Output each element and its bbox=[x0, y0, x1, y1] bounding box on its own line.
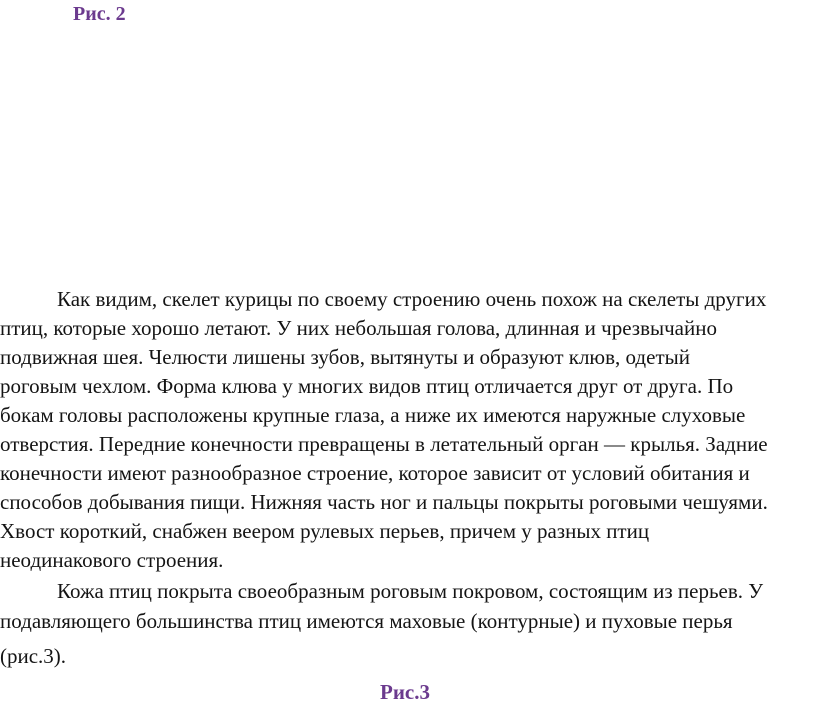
text-line: Хвост короткий, снабжен веером рулевых перьев, причем у разных птиц bbox=[0, 519, 650, 543]
text-line: неодинакового строения. bbox=[0, 548, 224, 572]
text-line: Как видим, скелет курицы по своему строению очень похож на скелеты других bbox=[57, 287, 767, 311]
text-line: конечности имеют разнообразное строение, которое зависит от условий обитания и bbox=[0, 461, 750, 485]
text-line: (рис.3). bbox=[0, 644, 67, 668]
figure-2-image-area bbox=[0, 36, 816, 276]
text-line: роговым чехлом. Форма клюва у многих видов птиц отличается друг от друга. По bbox=[0, 374, 734, 398]
figure-2-caption: Рис. 2 bbox=[73, 3, 126, 25]
text-line: птиц, которые хорошо летают. У них небольшая голова, длинная и чрезвычайно bbox=[0, 316, 717, 340]
text-line: способов добывания пищи. Нижняя часть ног и пальцы покрыты роговыми чешуями. bbox=[0, 490, 768, 514]
figure-3-caption: Рис.3 bbox=[380, 680, 430, 704]
text-line: отверстия. Передние конечности превращены в летательный орган — крылья. Задние bbox=[0, 432, 768, 456]
text-line: бокам головы расположены крупные глаза, а ниже их имеются наружные слуховые bbox=[0, 403, 746, 427]
text-line: подавляющего большинства птиц имеются маховые (контурные) и пуховые перья bbox=[0, 609, 733, 633]
text-line: Кожа птиц покрыта своеобразным роговым покровом, состоящим из перьев. У bbox=[57, 579, 764, 603]
text-line: подвижная шея. Челюсти лишены зубов, вытянуты и образуют клюв, одетый bbox=[0, 345, 690, 369]
